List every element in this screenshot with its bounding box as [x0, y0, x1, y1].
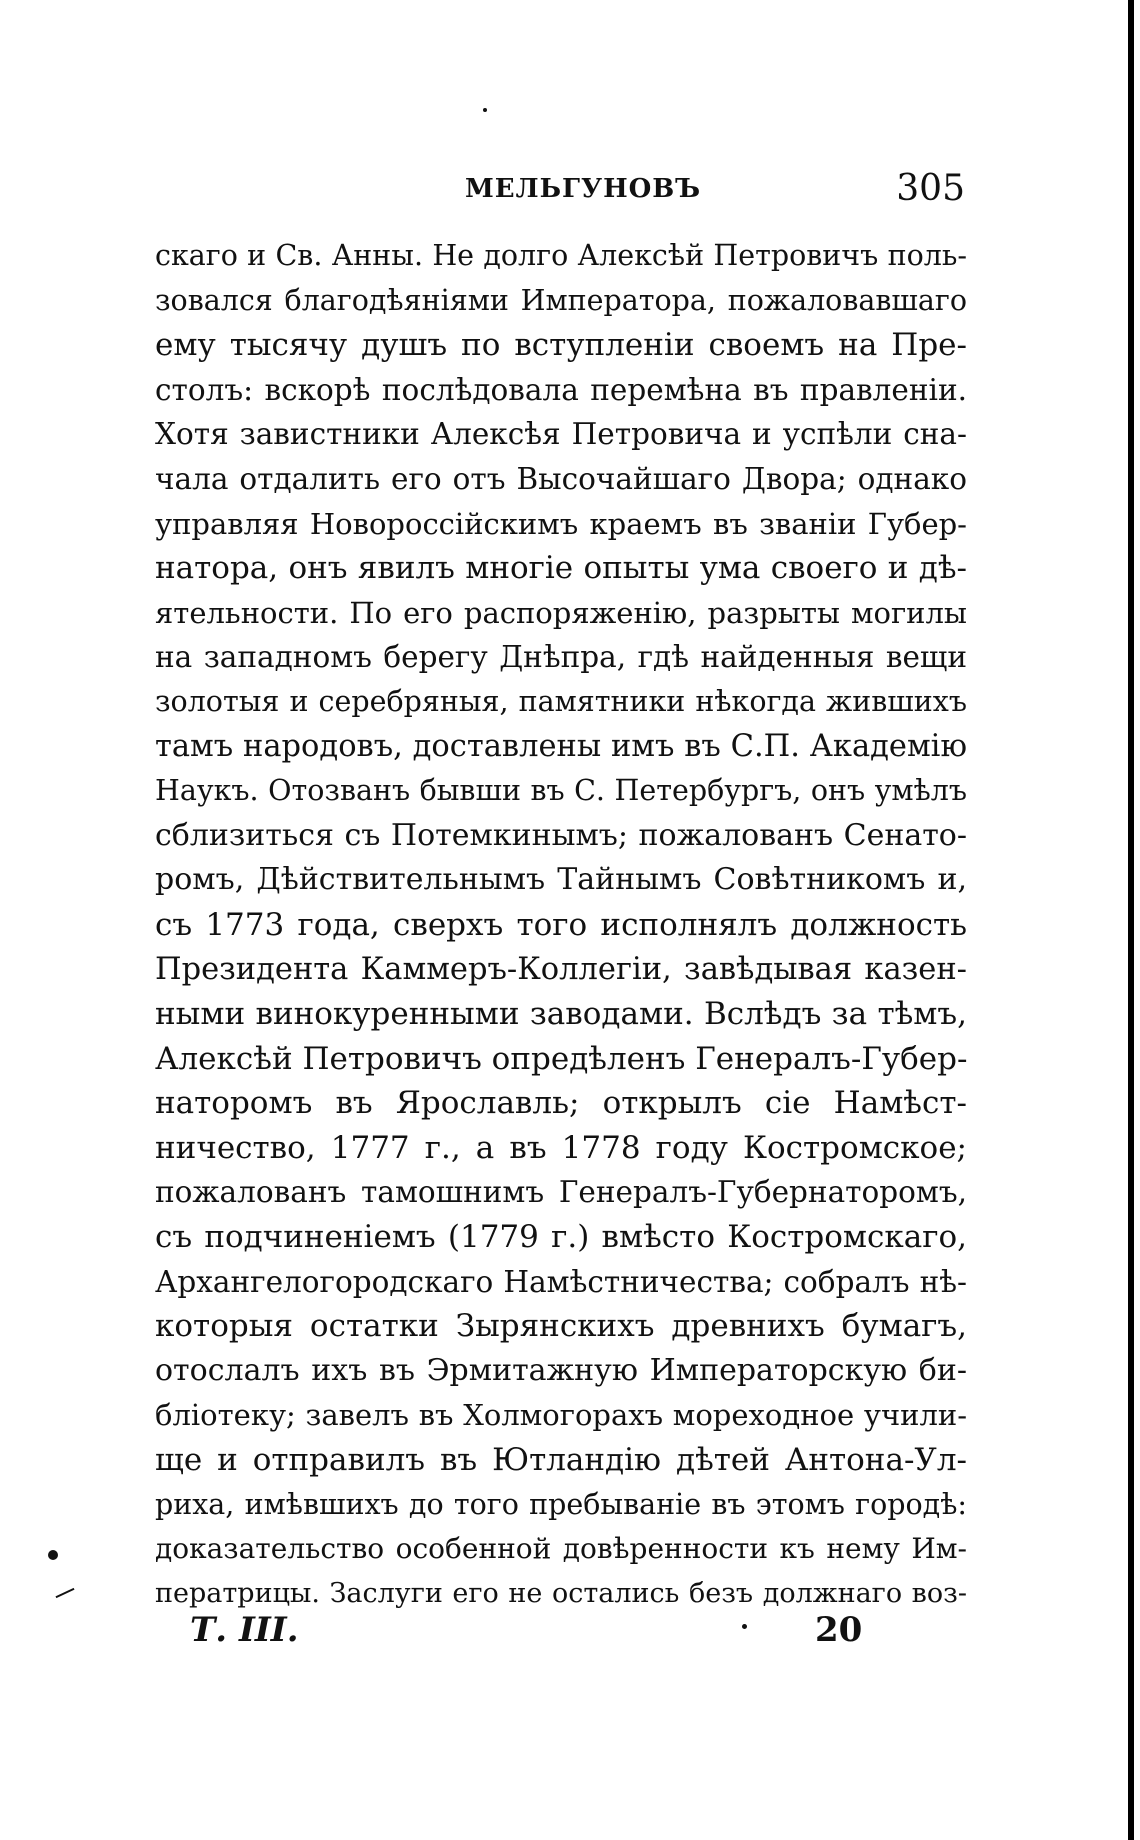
text-line: Алексѣй Петровичъ опредѣленъ Генералъ-Губер- — [155, 1040, 967, 1077]
text-line: натора, онъ явилъ многіе опыты ума своего и дѣ- — [155, 550, 967, 587]
text-line: столъ: вскорѣ послѣдовала перемѣна въ правленіи. — [155, 372, 967, 407]
text-line: Наукъ. Отозванъ бывши въ С. Петербургъ, онъ умѣлъ — [155, 774, 967, 808]
text-line: ромъ, Дѣйствительнымъ Тайнымъ Совѣтникомъ и, — [155, 862, 967, 898]
body-text — [155, 234, 967, 1616]
sheet-signature: 20 — [815, 1610, 863, 1650]
margin-stroke-mark — [56, 1588, 75, 1598]
text-line: ему тысячу душъ по вступленіи своемъ на Пре- — [155, 327, 967, 364]
text-line: доказательство особенной довѣренности къ нему Им- — [155, 1532, 967, 1566]
text-line: ничество, 1777 г., а въ 1778 году Костромское; — [155, 1129, 967, 1166]
text-line: тамъ народовъ, доставлены имъ въ С.П. Академію — [155, 728, 967, 764]
text-line: бліотеку; завелъ въ Холмогорахъ мореходное учили- — [155, 1398, 967, 1433]
text-line: съ 1773 года, сверхъ того исполнялъ должность — [155, 906, 967, 943]
text-line: зовался благодѣяніями Императора, пожаловавшаго — [155, 283, 967, 317]
text-line: Президента Каммеръ-Коллегіи, завѣдывая казен- — [155, 951, 967, 987]
page-number: 305 — [896, 168, 965, 209]
text-line: ными винокуренными заводами. Вслѣдъ за тѣмъ, — [155, 996, 967, 1033]
text-line: чала отдалить его отъ Высочайшаго Двора; однако — [155, 461, 967, 496]
text-line: отослалъ ихъ въ Эрмитажную Императорскую би- — [155, 1352, 967, 1388]
text-line: скаго и Св. Анны. Не долго Алексѣй Петровичъ поль- — [155, 239, 967, 272]
text-line: сблизиться съ Потемкинымъ; пожалованъ Сенато- — [155, 817, 967, 853]
text-line: которыя остатки Зырянскихъ древнихъ бумагъ, — [155, 1308, 967, 1345]
running-head: МЕЛЬГУНОВЪ — [465, 174, 702, 204]
text-line: управляя Новороссійскимъ краемъ въ званіи Губер- — [155, 506, 967, 541]
text-line: Архангелогородскаго Намѣстничества; собралъ нѣ- — [155, 1264, 967, 1299]
text-line: золотыя и серебряныя, памятники нѣкогда жившихъ — [155, 684, 967, 718]
margin-bullet-mark — [48, 1550, 58, 1560]
text-line: съ подчиненіемъ (1779 г.) вмѣсто Костромскаго, — [155, 1219, 967, 1256]
page-header — [155, 168, 965, 208]
text-line: риха, имѣвшихъ до того пребываніе въ этомъ городѣ: — [155, 1487, 967, 1521]
volume-signature: Т. III. — [190, 1610, 299, 1650]
text-line: наторомъ въ Ярославль; открылъ сіе Намѣст- — [155, 1085, 967, 1122]
text-line: ще и отправилъ въ Ютландію дѣтей Антона-Ул- — [155, 1442, 967, 1479]
text-line: пожалованъ тамошнимъ Генералъ-Губернаторомъ, — [155, 1175, 967, 1210]
text-line: на западномъ берегу Днѣпра, гдѣ найденныя вещи — [155, 640, 967, 675]
text-line: Хотя завистники Алексѣя Петровича и успѣли сна- — [155, 417, 967, 452]
page-edge-bar — [1128, 0, 1134, 1840]
page-footer — [155, 1610, 967, 1656]
text-line: ятельности. По его распоряженію, разрыты могилы — [155, 595, 967, 630]
text-line: ператрицы. Заслуги его не остались безъ должнаго воз- — [155, 1577, 967, 1609]
top-dot-mark — [483, 108, 487, 112]
